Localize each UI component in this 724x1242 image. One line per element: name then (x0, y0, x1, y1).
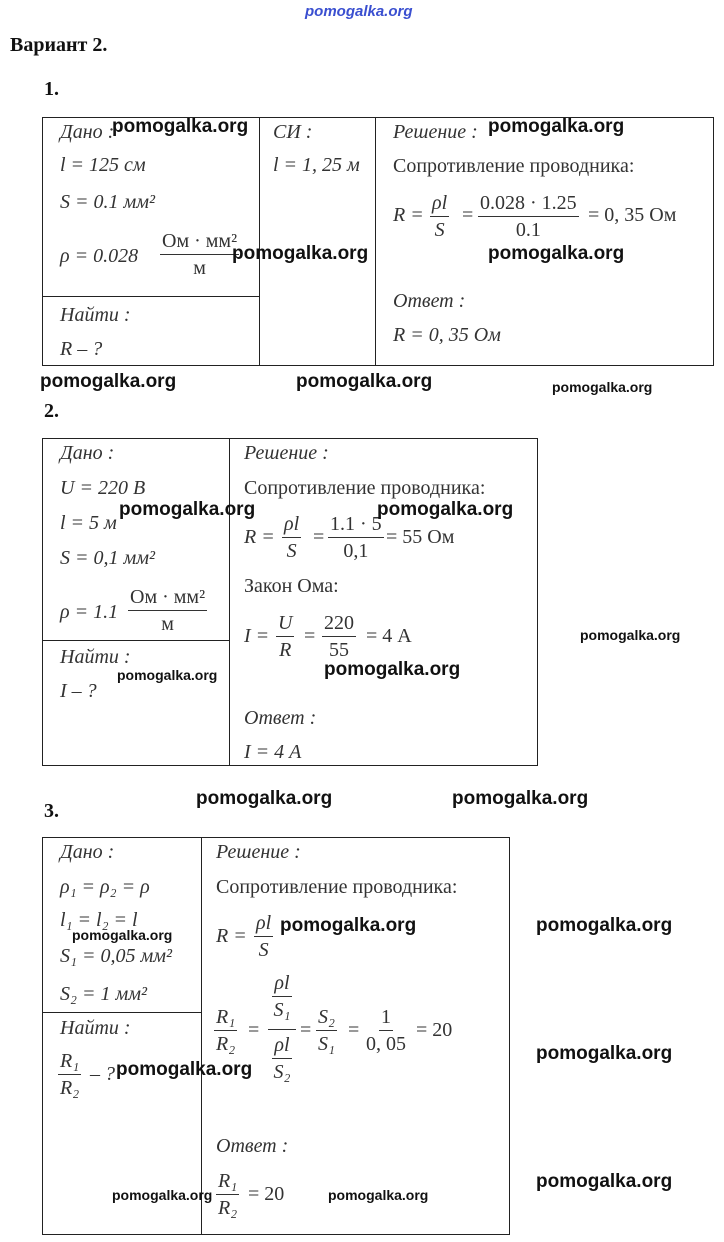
result-current: = 4 А (366, 625, 412, 647)
given-area-2: S₂ = 1 мм² (60, 983, 147, 1005)
given-area: S = 0.1 мм² (60, 191, 156, 213)
watermark[interactable]: pomogalka.org (324, 659, 461, 680)
page-title: Вариант 2. (10, 34, 108, 56)
find-quantity: – ? (90, 1063, 115, 1085)
compound-fraction (268, 970, 296, 1088)
result-resistance: = 55 Ом (386, 526, 455, 548)
fraction-den: R₂ (216, 1033, 236, 1055)
find-quantity: I – ? (60, 680, 97, 702)
answer-label: Ответ : (216, 1135, 289, 1157)
find-quantity: R – ? (60, 338, 103, 360)
ratio-fraction (214, 1004, 237, 1057)
problem-3-number: 3. (44, 800, 59, 822)
watermark[interactable]: pomogalka.org (119, 499, 256, 520)
resistivity-unit (160, 228, 239, 281)
divider (229, 438, 230, 765)
watermark[interactable]: pomogalka.org (116, 1059, 253, 1080)
solution-label: Решение : (216, 841, 301, 863)
given-length: l₁ = l₂ = l (60, 909, 138, 931)
fraction-den: R₂ (60, 1077, 80, 1099)
formula-current-lhs: I = (244, 625, 270, 647)
equals-sign: = (300, 1019, 312, 1041)
formula-lhs: R = (216, 925, 247, 947)
given-voltage: U = 220 В (60, 477, 146, 499)
result: = 20 (416, 1019, 453, 1041)
watermark[interactable]: pomogalka.org (488, 116, 625, 137)
find-label: Найти : (60, 646, 131, 668)
given-resistivity: ρ = 0.028 (60, 245, 139, 267)
formula-fraction (254, 910, 273, 963)
solution-text: Сопротивление проводника: (216, 876, 458, 898)
divider (42, 640, 230, 641)
fraction-den: 0,1 (343, 540, 369, 562)
equals-sign: = (248, 1019, 260, 1041)
unit-num: Ом · мм² (128, 584, 207, 611)
answer-label: Ответ : (393, 290, 466, 312)
find-label: Найти : (60, 304, 131, 326)
find-label: Найти : (60, 1017, 131, 1039)
watermark[interactable]: pomogalka.org (552, 379, 653, 395)
watermark[interactable]: pomogalka.org (536, 915, 673, 936)
watermark[interactable]: pomogalka.org (232, 243, 369, 264)
given-label: Дано : (60, 442, 115, 464)
watermark[interactable]: pomogalka.org (377, 499, 514, 520)
watermark[interactable]: pomogalka.org (40, 371, 177, 392)
fraction-num: ρl (272, 970, 291, 997)
given-label: Дано : (60, 121, 115, 143)
problem-1-number: 1. (44, 78, 59, 100)
equals-sign: = (313, 526, 325, 548)
fraction-den: S₂ (273, 1061, 291, 1083)
current-value-fraction (322, 610, 356, 663)
fraction-num: ρl (272, 1032, 291, 1059)
value-fraction (478, 190, 579, 243)
answer-ratio (216, 1168, 239, 1221)
main-fraction-bar (268, 1029, 296, 1030)
fraction-num: ρl (254, 910, 273, 937)
unit-den: м (161, 613, 174, 635)
given-length: l = 125 см (60, 154, 146, 176)
answer-value: I = 4 А (244, 741, 302, 763)
answer-label: Ответ : (244, 707, 317, 729)
given-resistivity: ρ = 1.1 (60, 601, 119, 623)
fraction-den: S (286, 540, 297, 562)
given-label: Дано : (60, 841, 115, 863)
fraction-num: R₁ (214, 1004, 237, 1031)
watermark[interactable]: pomogalka.org (536, 1171, 673, 1192)
si-label: СИ : (273, 121, 313, 143)
equals-sign: = (348, 1019, 360, 1041)
formula-fraction (282, 511, 301, 564)
divider (42, 1012, 202, 1013)
ohm-law-label: Закон Ома: (244, 575, 339, 597)
fraction-num: R₁ (58, 1048, 81, 1075)
fraction-den: S₁ (273, 999, 291, 1021)
fraction-den: S (258, 939, 269, 961)
watermark[interactable]: pomogalka.org (296, 371, 433, 392)
find-ratio (58, 1048, 81, 1101)
given-resistivity: ρ₁ = ρ₂ = ρ (60, 876, 150, 898)
divider (259, 117, 260, 365)
answer-value: = 20 (248, 1183, 285, 1205)
equals-sign: = (462, 204, 474, 226)
divider (42, 296, 260, 297)
fraction-num: S₂ (316, 1004, 337, 1031)
top-fraction (268, 970, 296, 1023)
fraction-num: 1 (379, 1004, 393, 1031)
watermark[interactable]: pomogalka.org (328, 1187, 429, 1203)
formula-lhs: R = (393, 204, 424, 226)
formula-lhs: R = (244, 526, 275, 548)
watermark[interactable]: pomogalka.org (117, 667, 218, 683)
bottom-fraction (268, 1032, 296, 1085)
equals-sign: = (304, 625, 316, 647)
solution-text: Сопротивление проводника: (244, 477, 486, 499)
fraction-den: 0.1 (515, 219, 541, 241)
fraction-den: S₁ (318, 1033, 335, 1055)
problem-2-number: 2. (44, 400, 59, 422)
fraction-den: 55 (329, 639, 349, 661)
divider (201, 837, 202, 1234)
resistivity-unit (128, 584, 207, 637)
fraction-num: ρl (430, 190, 449, 217)
fraction-num: R₁ (216, 1168, 239, 1195)
watermark[interactable]: pomogalka.org (488, 243, 625, 264)
fraction-den: R₂ (218, 1197, 238, 1219)
watermark[interactable]: pomogalka.org (536, 1043, 673, 1064)
unit-num: Ом · мм² (160, 228, 239, 255)
watermark[interactable]: pomogalka.org (280, 915, 417, 936)
given-length: l = 5 м (60, 512, 117, 534)
result: = 0, 35 Ом (588, 204, 677, 226)
watermark-top[interactable]: pomogalka.org (305, 3, 413, 20)
answer-value: R = 0, 35 Ом (393, 324, 501, 346)
given-area-1: S₁ = 0,05 мм² (60, 945, 172, 967)
unit-den: м (193, 257, 206, 279)
watermark[interactable]: pomogalka.org (112, 116, 249, 137)
fraction-num: 220 (322, 610, 356, 637)
solution-label: Решение : (393, 121, 478, 143)
area-fraction (316, 1004, 337, 1057)
watermark[interactable]: pomogalka.org (196, 788, 333, 809)
solution-text: Сопротивление проводника: (393, 155, 635, 177)
fraction-num: 0.028 · 1.25 (478, 190, 579, 217)
formula-fraction (430, 190, 449, 243)
fraction-den: S (434, 219, 445, 241)
si-length: l = 1, 25 м (273, 154, 360, 176)
fraction-den: 0, 05 (366, 1033, 406, 1055)
solution-label: Решение : (244, 442, 329, 464)
divider (375, 117, 376, 365)
fraction-num: ρl (282, 511, 301, 538)
fraction-den: R (279, 639, 292, 661)
value-fraction (328, 511, 384, 564)
watermark[interactable]: pomogalka.org (112, 1187, 213, 1203)
watermark[interactable]: pomogalka.org (452, 788, 589, 809)
given-area: S = 0,1 мм² (60, 547, 156, 569)
watermark[interactable]: pomogalka.org (580, 627, 681, 643)
watermark[interactable]: pomogalka.org (72, 927, 173, 943)
fraction-num: U (276, 610, 294, 637)
value-fraction (364, 1004, 408, 1057)
current-fraction (276, 610, 294, 663)
fraction-num: 1.1 · 5 (328, 511, 384, 538)
